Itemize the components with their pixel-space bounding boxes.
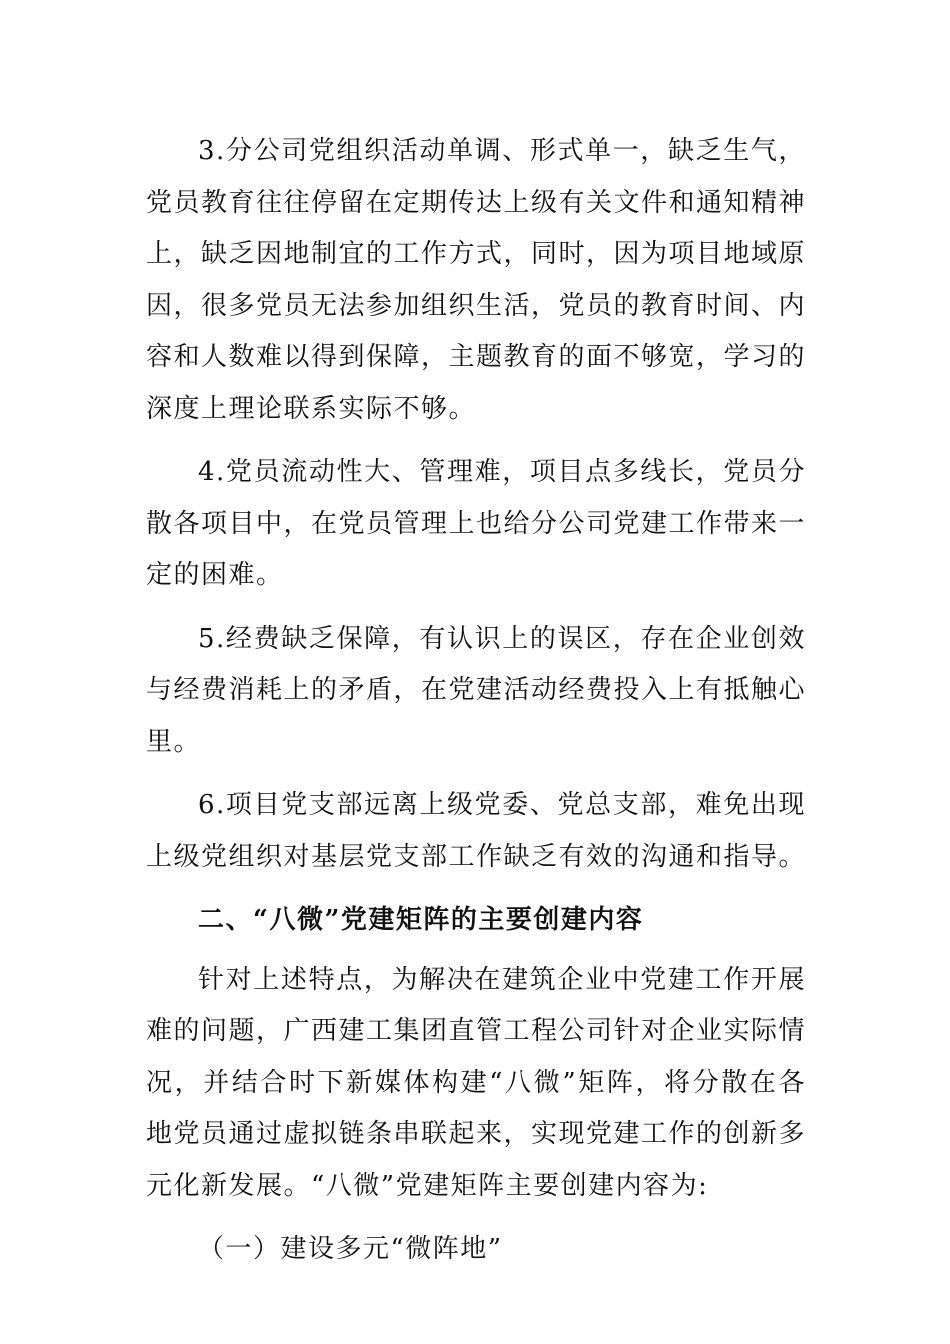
- paragraph-item-4: 4.党员流动性大、管理难，项目点多线长，党员分散各项目中，在党员管理上也给分公司党建工作带来一定的困难。: [146, 457, 807, 590]
- subsection-heading: （一）建设多元“微阵地”: [198, 1234, 503, 1264]
- section-body-paragraph: 针对上述特点，为解决在建筑企业中党建工作开展难的问题，广西建工集团直管工程公司针对企业实际情况，并结合时下新媒体构建“八微”矩阵，将分散在各地党员通过虚拟链条串联起来，实现党建工作的创新多元化新发展。“八微”党建矩阵主要创建内容为:: [146, 964, 807, 1201]
- paragraph-item-6: 6.项目党支部远离上级党委、党总支部，难免出现上级党组织对基层党支部工作缺乏有效的沟通和指导。: [146, 790, 807, 872]
- document-page: [146, 126, 806, 1276]
- section-heading: 二、“八微”党建矩阵的主要创建内容: [198, 905, 644, 935]
- paragraph-item-5: 5.经费缺乏保障，有认识上的误区，存在企业创效与经费消耗上的矛盾，在党建活动经费投入上有抵触心里。: [146, 623, 807, 757]
- paragraph-item-3: 3.分公司党组织活动单调、形式单一，缺乏生气，党员教育往往停留在定期传达上级有关文件和通知精神上，缺乏因地制宜的工作方式，同时，因为项目地域原因，很多党员无法参加组织生活，党员的教育时间、内容和人数难以得到保障，主题教育的面不够宽，学习的深度上理论联系实际不够。: [146, 136, 807, 424]
